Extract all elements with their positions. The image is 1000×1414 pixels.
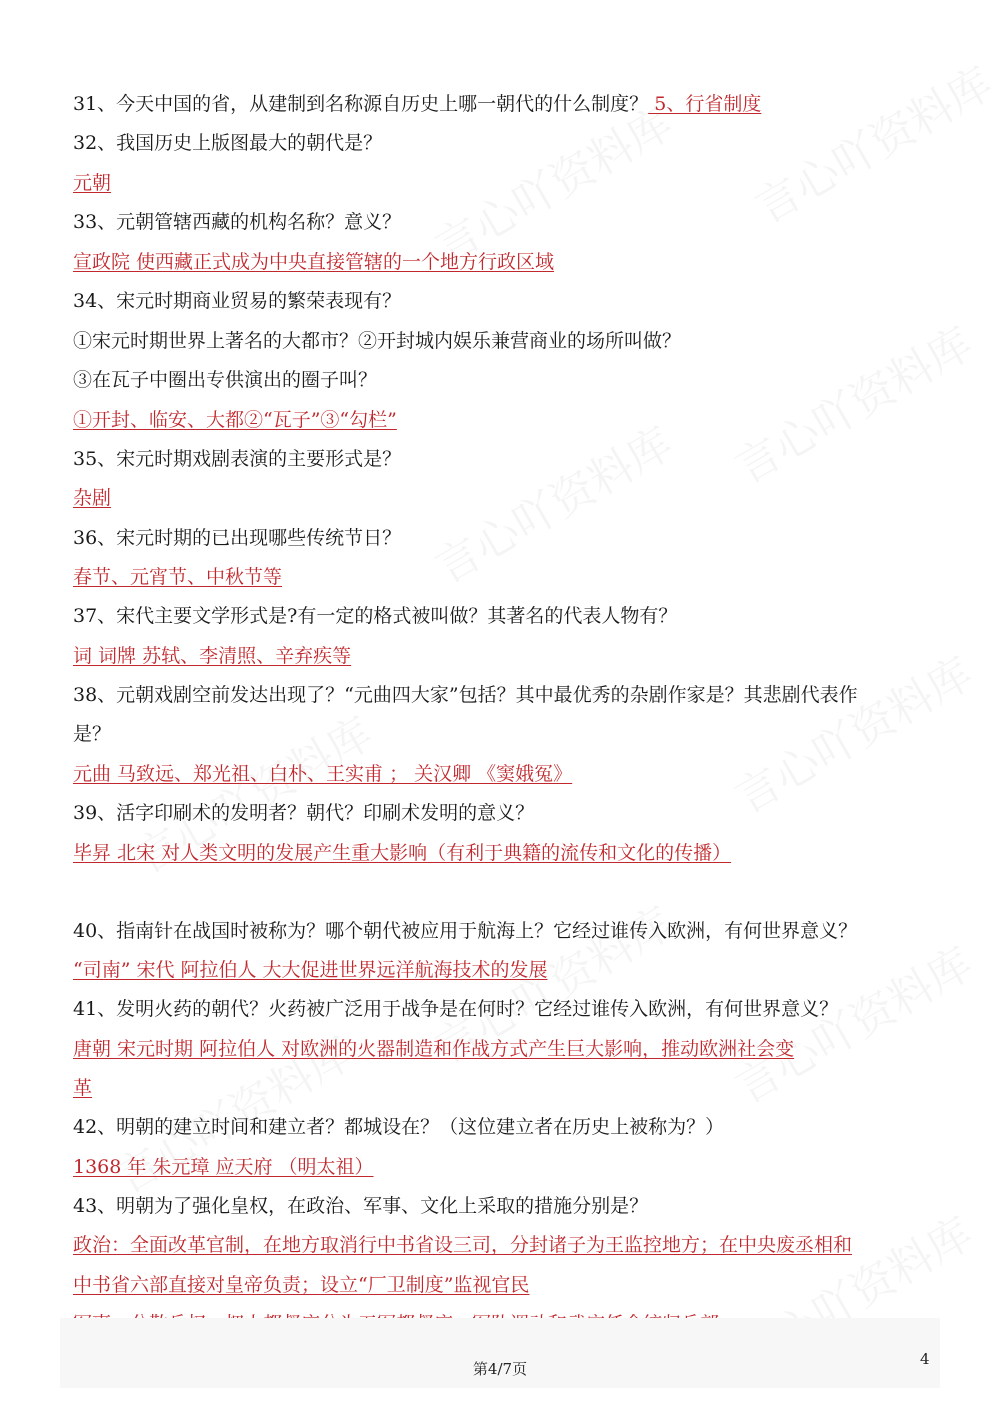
question-32: 32、我国历史上版图最大的朝代是？ (73, 132, 383, 154)
answer-36: 春节、元宵节、中秋节等 (73, 566, 283, 588)
question-42: 42、明朝的建立时间和建立者？都城设在？（这位建立者在历史上被称为？） (73, 1116, 725, 1138)
question-31: 31、今天中国的省，从建制到名称源自历史上哪一朝代的什么制度？ 5、行省制度 (73, 93, 762, 115)
question-34-sub1: ①宋元时期世界上著名的大都市？②开封城内娱乐兼营商业的场所叫做？ (73, 330, 682, 352)
answer-32: 元朝 (73, 172, 112, 194)
watermark (742, 48, 1000, 235)
answer-42: 1368 年 朱元璋 应天府 （明太祖） (73, 1156, 374, 1178)
page-footer: 第4/7页 (472, 1360, 528, 1378)
page-number: 4 (920, 1350, 930, 1368)
watermark (722, 928, 983, 1115)
answer-41-cont: 革 (73, 1077, 93, 1099)
answer-43-line2: 中书省六部直接对皇帝负责；设立“厂卫制度”监视官民 (73, 1274, 530, 1296)
question-33: 33、元朝管辖西藏的机构名称？意义？ (73, 211, 402, 233)
watermark (422, 88, 683, 275)
answer-43-line1: 政治：全面改革官制，在地方取消行中书省设三司，分封诸子为王监控地方；在中央废丞相和 (73, 1234, 853, 1256)
answer-33: 宣政院 使西藏正式成为中央直接管辖的一个地方行政区域 (73, 251, 555, 273)
question-35: 35、宋元时期戏剧表演的主要形式是？ (73, 448, 402, 470)
answer-41: 唐朝 宋元时期 阿拉伯人 对欧洲的火器制造和作战方式产生巨大影响，推动欧洲社会变 (73, 1038, 795, 1060)
question-36: 36、宋元时期的已出现哪些传统节日？ (73, 527, 402, 549)
watermark (722, 638, 983, 825)
question-40: 40、指南针在战国时被称为？哪个朝代被应用于航海上？它经过谁传入欧洲，有何世界意义？ (73, 920, 858, 942)
question-43: 43、明朝为了强化皇权，在政治、军事、文化上采取的措施分别是？ (73, 1195, 649, 1217)
answer-39: 毕昇 北宋 对人类文明的发展产生重大影响（有利于典籍的流传和文化的传播） (73, 842, 732, 864)
question-38: 38、元朝戏剧空前发达出现了？“元曲四大家”包括？其中最优秀的杂剧作家是？其悲剧代表作 (73, 684, 858, 706)
watermark (722, 308, 983, 495)
answer-40: “司南” 宋代 阿拉伯人 大大促进世界远洋航海技术的发展 (73, 959, 548, 981)
question-34-sub2: ③在瓦子中圈出专供演出的圈子叫？ (73, 369, 378, 391)
answer-34: ①开封、临安、大都②“瓦子”③“勾栏” (73, 409, 397, 431)
answer-37: 词 词牌 苏轼、李清照、辛弃疾等 (73, 645, 352, 667)
question-39: 39、活字印刷术的发明者？朝代？印刷术发明的意义？ (73, 802, 535, 824)
answer-38: 元曲 马致远、郑光祖、白朴、王实甫 ； 关汉卿 《窦娥冤》 (73, 763, 573, 785)
watermark (422, 408, 683, 595)
answer-35: 杂剧 (73, 487, 112, 509)
question-41: 41、发明火药的朝代？火药被广泛用于战争是在何时？它经过谁传入欧洲，有何世界意义？ (73, 998, 839, 1020)
question-38-cont: 是？ (73, 723, 112, 745)
question-34: 34、宋元时期商业贸易的繁荣表现有？ (73, 290, 402, 312)
answer-31: 5、行省制度 (648, 93, 762, 115)
question-37: 37、宋代主要文学形式是?有一定的格式被叫做？其著名的代表人物有？ (73, 605, 678, 627)
